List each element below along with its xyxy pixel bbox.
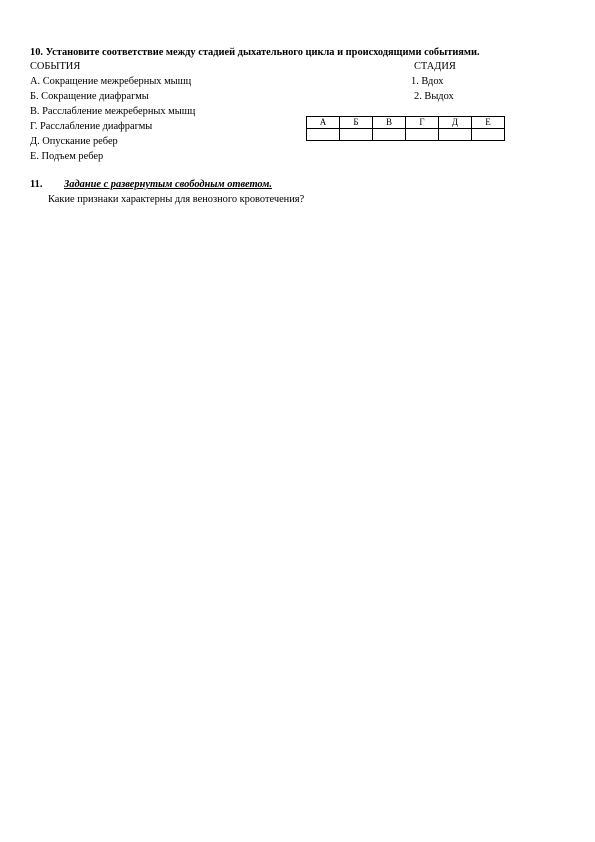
question-11-number: 11. <box>30 179 43 190</box>
answer-cell[interactable] <box>406 129 439 141</box>
answer-cell[interactable] <box>307 129 340 141</box>
stage-item-2: 2. Выдох <box>414 91 454 102</box>
event-item-a: А. Сокращение межреберных мышц <box>30 76 192 87</box>
question-10-text: Установите соответствие между стадией дыхательного цикла и происходящими событиями. <box>45 47 480 58</box>
answer-table-header: Г <box>406 117 439 129</box>
answer-table-header: Е <box>472 117 505 129</box>
answer-table <box>306 116 505 141</box>
answer-table-answer-row <box>307 129 505 141</box>
answer-table-header-row <box>307 117 505 129</box>
event-item-g: Г. Расслабление диафрагмы <box>30 121 153 132</box>
event-item-v: В. Расслабление межреберных мышц <box>30 106 196 117</box>
question-11-instruction: Задание с развернутым свободным ответом. <box>64 179 272 190</box>
stage-header: СТАДИЯ <box>414 61 456 72</box>
answer-cell[interactable] <box>373 129 406 141</box>
answer-cell[interactable] <box>472 129 505 141</box>
question-10-number: 10. <box>30 47 43 58</box>
event-item-b: Б. Сокращение диафрагмы <box>30 91 149 102</box>
event-item-e: Е. Подъем ребер <box>30 151 104 162</box>
stage-item-1: 1. Вдох <box>411 76 444 87</box>
answer-table-header: Б <box>340 117 373 129</box>
answer-table-header: А <box>307 117 340 129</box>
answer-table-header: В <box>373 117 406 129</box>
answer-cell[interactable] <box>340 129 373 141</box>
event-item-d: Д. Опускание ребер <box>30 136 118 147</box>
question-11-text: Какие признаки характерны для венозного кровотечения? <box>48 194 305 205</box>
events-header: СОБЫТИЯ <box>30 61 81 72</box>
question-10-prompt <box>30 48 480 58</box>
answer-table-header: Д <box>439 117 472 129</box>
answer-cell[interactable] <box>439 129 472 141</box>
